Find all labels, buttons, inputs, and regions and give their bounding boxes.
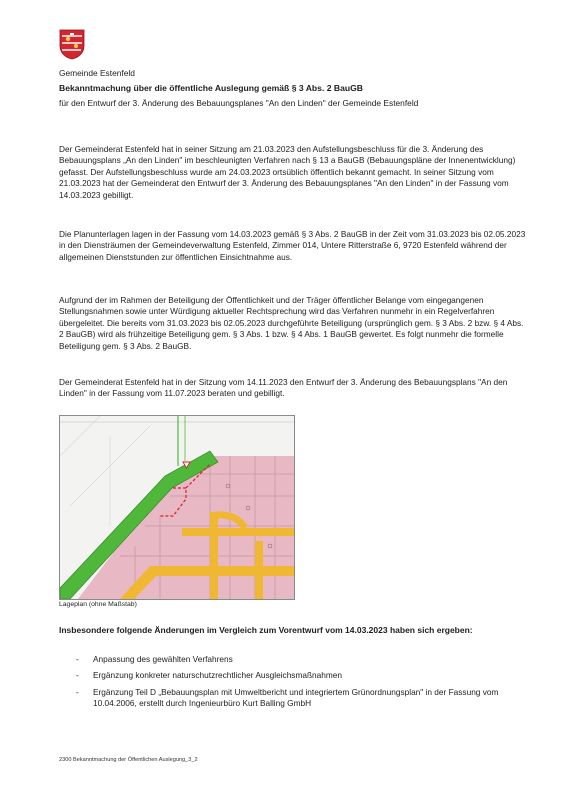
municipality-name: Gemeinde Estenfeld	[59, 68, 135, 78]
list-item-text: Ergänzung Teil D „Bebauungsplan mit Umweltbericht und integriertem Grünordnungsplan" in der Fassung vom 10.04.2006, erstellt durch Ingenieurbüro Kurt Balling GmbH	[93, 686, 499, 709]
paragraph-approval: Der Gemeinderat Estenfeld hat in der Sitzung vom 14.11.2023 den Entwurf der 3. Änderung des Bebauungsplans "An den Linden" in der Fassung vom 11.07.2023 beraten und gebilligt.	[59, 377, 508, 399]
site-plan-map	[59, 415, 295, 600]
list-item-text: Anpassung des gewählten Verfahrens	[93, 654, 233, 664]
bullet-dash: -	[76, 670, 79, 681]
list-item-text: Ergänzung konkreter naturschutzrechtlicher Ausgleichsmaßnahmen	[93, 670, 343, 681]
bullet-dash: -	[76, 686, 79, 697]
notice-title: Bekanntmachung über die öffentliche Auslegung gemäß § 3 Abs. 2 BauGB	[59, 83, 364, 93]
bullet-dash: -	[76, 654, 79, 664]
changes-list	[76, 654, 531, 715]
map-caption: Lageplan (ohne Maßstab)	[59, 601, 137, 608]
list-item	[76, 670, 531, 681]
list-item	[76, 687, 531, 710]
changes-heading: Insbesondere folgende Änderungen im Vergleich zum Vorentwurf vom 14.03.2023 haben sich ergeben:	[59, 625, 473, 635]
paragraph-procedure-change: Aufgrund der im Rahmen der Beteiligung der Öffentlichkeit und der Träger öffentlicher Belange vom eingegangenen Stellungsnahmen sowie unter Würdigung aktueller Rechtsprechung wird das Verfahren nunmehr in ein Regelverfahren übergeleitet. Die bereits vom 31.03.2023 bis 02.05.2023 durchgeführte Beteiligung (ursprünglich gem. § 3 Abs. 2 bzw. § 4 Abs. 2 BauGB) wird als frühzeitige Beteiligung gem. § 3 Abs. 1 bzw. § 4 Abs. 1 BauGB gewertet. Es folgt nunmehr die formelle Beteiligung gem. § 3 Abs. 2 BauGB.	[59, 295, 524, 351]
paragraph-decision: Der Gemeinderat Estenfeld hat in seiner Sitzung am 21.03.2023 den Aufstellungsbeschluss für die 3. Änderung des Bebauungsplans „An den Linden" im beschleunigten Verfahren nach § 13 a BauGB (Bebauungspläne der Innenentwicklung) gefasst. Der Aufstellungsbeschluss wurde am 24.03.2023 ortsüblich öffentlich bekannt gemacht. In seiner Sitzung vom 21.03.2023 hat der Gemeinderat den Entwurf der 3. Änderung des Bebauungsplanes "An den Linden" in der Fassung vom 14.03.2023 gebilligt.	[59, 144, 516, 200]
notice-subtitle: für den Entwurf der 3. Änderung des Bebauungsplanes "An den Linden" der Gemeinde Estenfeld	[59, 98, 419, 108]
coat-of-arms-logo	[59, 29, 85, 60]
list-item	[76, 654, 531, 665]
paragraph-first-display: Die Planunterlagen lagen in der Fassung vom 14.03.2023 gemäß § 3 Abs. 2 BauGB in der Zeit vom 31.03.2023 bis 02.05.2023 in den Diensträumen der Gemeindeverwaltung Estenfeld, Zimmer 014, Untere Ritterstraße 6, 9720 Estenfeld während der allgemeinen Dienststunden zur öffentlichen Einsichtnahme aus.	[59, 229, 526, 262]
footer-reference: 2300 Bekanntmachung der Öffentlichen Auslegung_3_2	[59, 757, 198, 763]
